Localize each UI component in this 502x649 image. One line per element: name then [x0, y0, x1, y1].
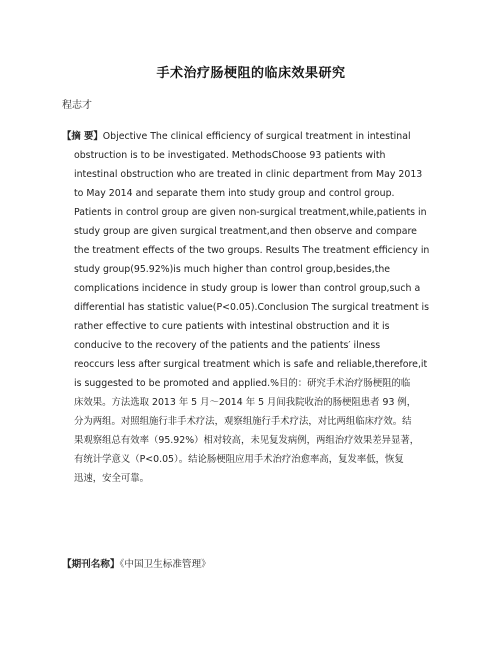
abstract-line-6: the treatment effects of the two groups. Results The treatment efficiency in — [74, 245, 430, 256]
abstract-line-8: complications incidence in study group is lower than control group,such a — [74, 283, 421, 294]
abstract-line-17: 有统计学意义（P<0.05）。结论肠梗阻应用手术治疗治愈率高，复发率低，恢复 — [74, 454, 404, 465]
abstract-line-16: 果观察组总有效率（95.92%）相对较高，未见复发病例，两组治疗效果差异显著， — [74, 435, 420, 446]
journal-name: 《中国卫生标准管理》 — [119, 559, 211, 570]
abstract-label: 【摘 要】 — [62, 131, 103, 142]
abstract-line-18: 迅速，安全可靠。 — [74, 473, 150, 484]
abstract-line-1: obstruction is to be investigated. MethodsChoose 93 patients with — [74, 150, 386, 161]
abstract-line-14: 床效果。方法选取 2013 年 5 月～2014 年 5 月间我院收治的肠梗阻患者 93 例， — [74, 397, 417, 408]
author-name: 程志才 — [62, 100, 92, 111]
abstract-line-2: intestinal obstruction who are treated in clinic department from May 2013 — [74, 169, 423, 180]
abstract-line-0 — [62, 127, 440, 146]
abstract-line-5: study group are given surgical treatment,and then observe and compare — [74, 226, 417, 237]
journal-info — [62, 556, 211, 570]
abstract-line-12: reoccurs less after surgical treatment which is safe and reliable,therefore,it — [74, 359, 428, 370]
abstract-line-11: conducive to the recovery of the patients and the patients′ ilness — [74, 340, 381, 351]
abstract-section — [62, 127, 440, 488]
abstract-line-4: Patients in control group are given non-surgical treatment,while,patients in — [74, 207, 427, 218]
abstract-line-15: 分为两组。对照组施行非手术疗法，观察组施行手术疗法，对比两组临床疗效。结 — [74, 416, 412, 427]
paper-title: 手术治疗肠梗阻的临床效果研究 — [156, 66, 346, 81]
abstract-text: Objective The clinical efficiency of surgical treatment in intestinal — [102, 131, 411, 142]
abstract-line-7: study group(95.92%)is much higher than control group,besides,the — [74, 264, 391, 275]
abstract-line-10: rather effective to cure patients with intestinal obstruction and it is — [74, 321, 390, 332]
abstract-line-9: differential has statistic value(P<0.05).Conclusion The surgical treatment is — [74, 302, 430, 313]
abstract-line-13: is suggested to be promoted and applied.%目的：研究手术治疗肠梗阻的临 — [74, 378, 411, 389]
journal-label: 【期刊名称】 — [62, 559, 120, 570]
abstract-line-3: to May 2014 and separate them into study group and control group. — [74, 188, 395, 199]
